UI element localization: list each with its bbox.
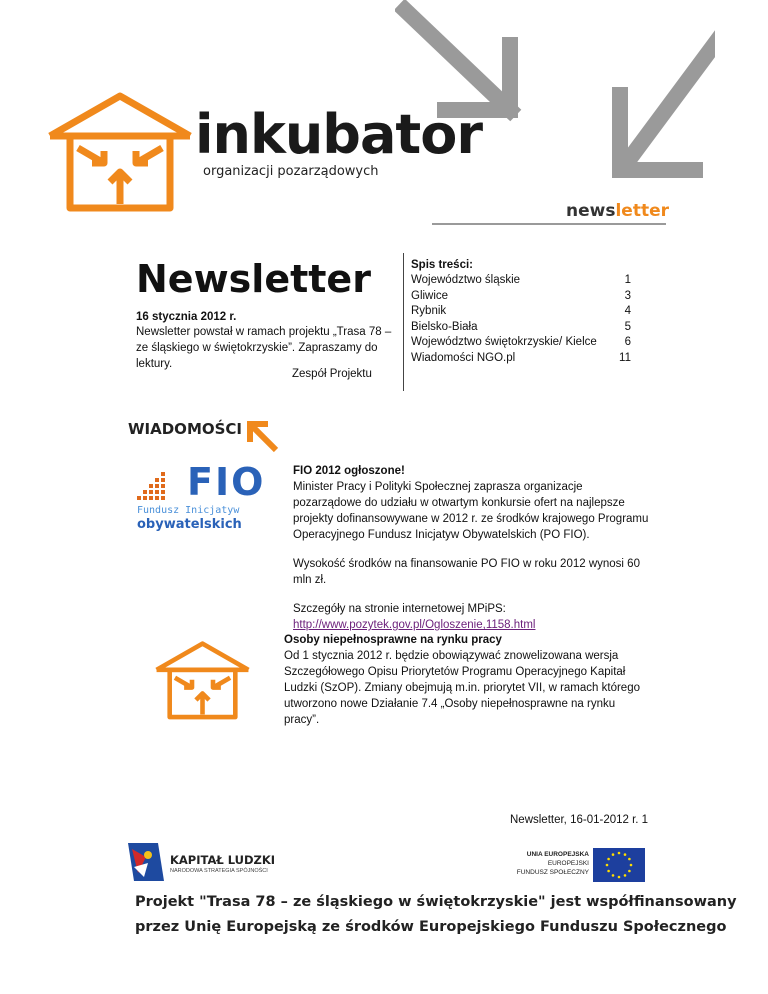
newsletter-badge <box>566 201 669 221</box>
header-rule <box>432 223 666 225</box>
article-link[interactable]: http://www.pozytek.gov.pl/Ogloszenie,1158.html <box>293 619 536 631</box>
footer-line2: przez Unię Europejską ze środków Europejskiego Funduszu Społecznego <box>135 919 727 935</box>
logo-subtitle: organizacji pozarządowych <box>203 164 379 179</box>
section-heading: WIADOMOŚCI <box>128 420 243 438</box>
logo-name: inkubator <box>195 103 482 166</box>
kapital-ludzki-logo <box>128 843 276 883</box>
eu-line1: UNIA EUROPEJSKA <box>526 851 589 858</box>
fio-logo <box>137 460 272 533</box>
article-paragraph: Wysokość środków na finansowanie PO FIO w roku 2012 wynosi 60 mln zł. <box>293 558 640 586</box>
toc-heading: Spis treści: <box>411 259 473 271</box>
eu-flag-icon <box>593 848 645 882</box>
page-title: Newsletter <box>136 257 371 301</box>
eu-line3: FUNDUSZ SPOŁECZNY <box>516 869 589 876</box>
footer-line1: Projekt "Trasa 78 – ze śląskiego w świętokrzyskie" jest współfinansowany <box>135 894 737 910</box>
badge-letter: letter <box>615 201 669 221</box>
toc-item[interactable]: Województwo śląskie 1 <box>411 274 631 286</box>
inkubator-box-icon-small <box>150 636 255 726</box>
article-paragraph: Szczegóły na stronie internetowej MPiPS: <box>293 603 506 615</box>
intro-text: Newsletter powstał w ramach projektu „Trasa 78 – ze śląskiego w świętokrzyskie”. Zapraszamy do lektury. <box>136 326 392 370</box>
kl-flag-icon <box>128 843 164 881</box>
page-footer: Newsletter, 16-01-2012 r. 1 <box>510 814 649 826</box>
article-disabled <box>284 632 652 728</box>
fio-big: FIO <box>187 460 266 504</box>
toc-item[interactable]: Województwo świętokrzyskie/ Kielce 6 <box>411 336 631 348</box>
article-paragraph: Minister Pracy i Polityki Społecznej zaprasza organizacje pozarządowe do udziału w otwartym konkursie ofert na najlepsze projekty dofinansowywane w 2012 r. ze środków krajowego Programu Operacyjnego Fundusz Inicjatyw Obywatelskich (PO FIO). <box>293 481 649 541</box>
eu-line2: EUROPEJSKI <box>547 860 589 867</box>
intro-date: 16 stycznia 2012 r. <box>136 311 237 323</box>
toc-item[interactable]: Bielsko-Biała 5 <box>411 320 631 333</box>
fio-line1: Fundusz Inicjatyw <box>137 505 240 516</box>
table-of-contents <box>411 257 631 366</box>
intro-signature: Zespół Projektu <box>292 368 372 380</box>
column-divider <box>403 253 404 391</box>
article-title: FIO 2012 ogłoszone! <box>293 465 405 477</box>
inkubator-box-icon <box>40 88 200 218</box>
toc-item[interactable]: Gliwice 3 <box>411 289 631 302</box>
eu-logo <box>505 848 645 886</box>
arrow-icon <box>244 418 280 454</box>
kl-title: KAPITAŁ LUDZKI <box>170 853 276 867</box>
fio-dots-icon <box>137 470 177 502</box>
article-paragraph: Od 1 stycznia 2012 r. będzie obowiązywać znowelizowana wersja Szczegółowego Opisu Priorytetów Programu Operacyjnego Kapitał Ludzki (SzOP). Zmiany obejmują m.in. priorytet VII, w ramach którego utworzono nowe Działanie 7.4 „Osoby niepełnosprawne na rynku pracy”. <box>284 650 640 726</box>
toc-item[interactable]: Rybnik 4 <box>411 305 631 317</box>
toc-item[interactable]: Wiadomości NGO.pl 11 <box>411 351 631 364</box>
article-title: Osoby niepełnosprawne na rynku pracy <box>284 634 502 646</box>
kl-subtitle: NARODOWA STRATEGIA SPÓJNOŚCI <box>170 868 268 874</box>
article-fio <box>293 463 653 633</box>
badge-news: news <box>566 201 616 221</box>
fio-line2: obywatelskich <box>137 517 242 532</box>
